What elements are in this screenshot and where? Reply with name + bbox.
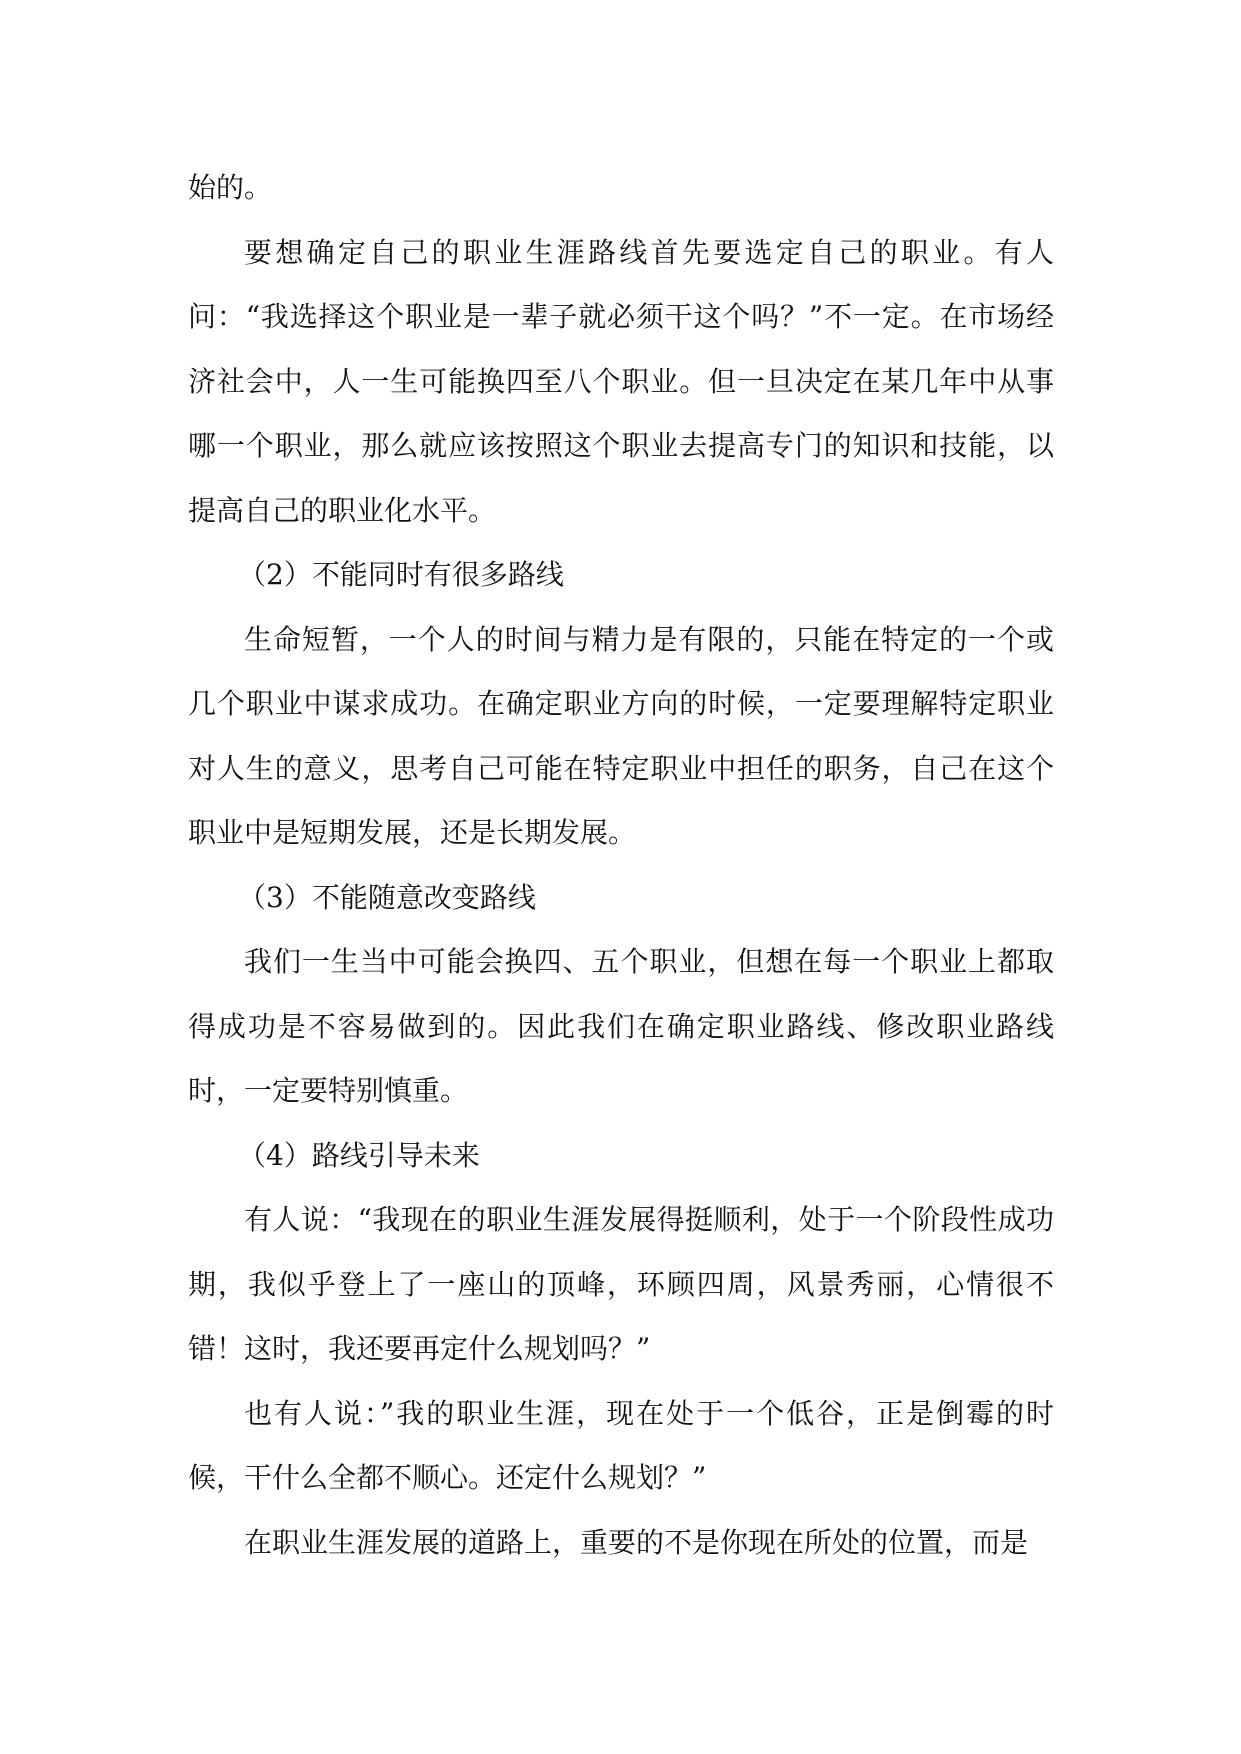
document-body — [188, 156, 1054, 1575]
section-heading-2: （2）不能同时有很多路线 — [238, 558, 564, 591]
section-heading-4: （4）路线引导未来 — [238, 1138, 480, 1172]
paragraph-life-short: 生命短暂，一个人的时间与精力是有限的，只能在特定的一个或几个职业中谋求成功。在确定职业方向的时候，一定要理解特定职业对人生的意义，思考自己可能在特定职业中担任的职务，自己在这个职业中是短期发展，还是长期发展。 — [188, 622, 1054, 849]
paragraph-continuation: 始的。 — [188, 171, 273, 204]
paragraph-change-careers: 我们一生当中可能会换四、五个职业，但想在每一个职业上都取得成功是不容易做到的。因此我们在确定职业路线、修改职业路线时，一定要特别慎重。 — [188, 945, 1054, 1107]
section-heading-3: （3）不能随意改变路线 — [238, 880, 536, 914]
paragraph-low-point: 也有人说：”我的职业生涯，现在处于一个低谷，正是倒霉的时候，干什么全都不顺心。还定什么规划？” — [188, 1396, 1054, 1494]
paragraph-success-period: 有人说：“我现在的职业生涯发展得挺顺利，处于一个阶段性成功期，我似乎登上了一座山的顶峰，环顾四周，风景秀丽，心情很不错！这时，我还要再定什么规划吗？” — [188, 1203, 1054, 1365]
paragraph-career-road: 在职业生涯发展的道路上，重要的不是你现在所处的位置，而是 — [244, 1525, 1029, 1559]
paragraph-choose-career: 要想确定自己的职业生涯路线首先要选定自己的职业。有人问：“我选择这个职业是一辈子就必须干这个吗？”不一定。在市场经济社会中，人一生可能换四至八个职业。但一旦决定在某几年中从事哪一个职业，那么就应该按照这个职业去提高专门的知识和技能，以提高自己的职业化水平。 — [188, 235, 1054, 527]
